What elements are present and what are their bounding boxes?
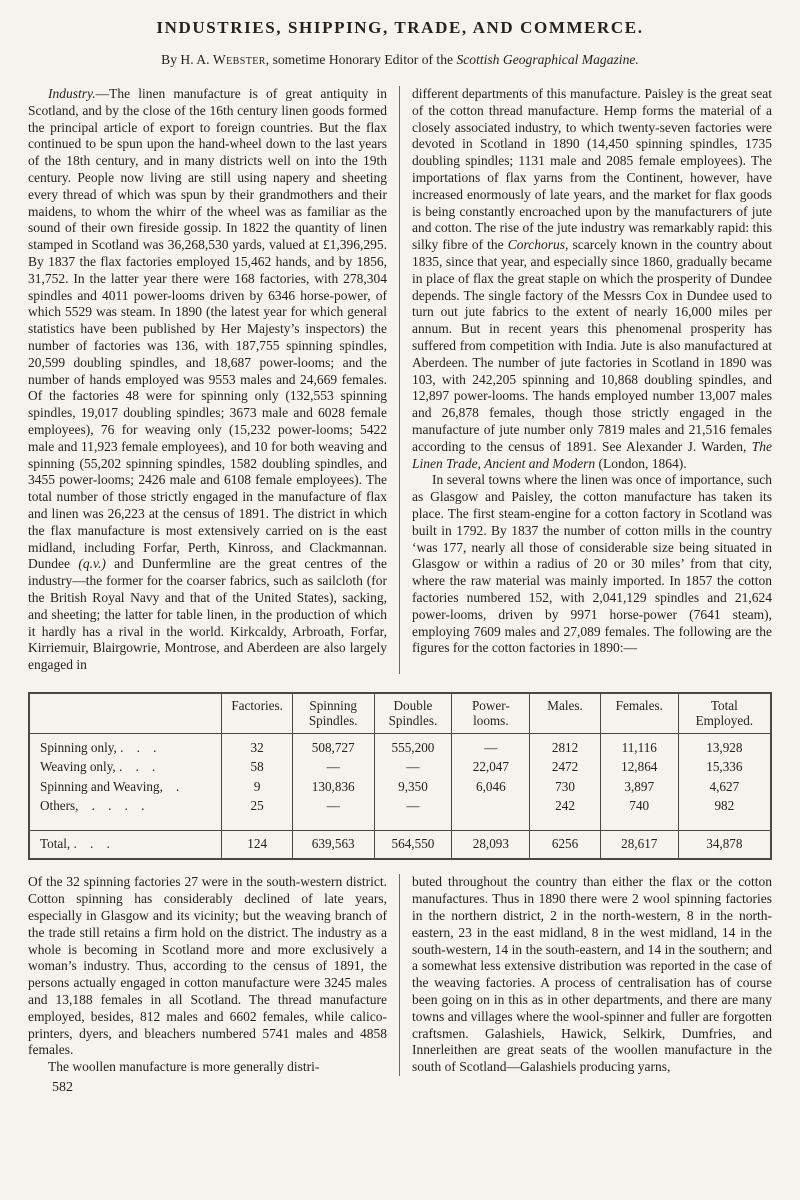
table-cell: 508,727: [292, 733, 374, 757]
table-header-cell: [29, 693, 222, 734]
page-number: 582: [52, 1079, 73, 1095]
text-segment: The woollen manufacture is more generally distri-: [48, 1059, 320, 1075]
text-segment: (London, 1864).: [595, 455, 687, 471]
table-cell: 6256: [530, 830, 600, 859]
top-section: [28, 86, 772, 674]
text-segment: The Linen Trade, Ancient and Modern: [412, 438, 772, 471]
table-cell: 124: [222, 830, 292, 859]
table-cell: 28,093: [452, 830, 530, 859]
table-cell: 740: [600, 796, 678, 830]
row-label: Total, . . .: [29, 830, 222, 859]
byline: [28, 52, 772, 68]
text-segment: different departments of this manufacture. Paisley is the great seat of the cotton thread manufacture. Hemp forms the material of a closely associated industry, to which twenty-seven factories were devoted in Scotland in 1890 (14,450 spinning spindles, 1735 doubling spindles; 1131 male and 2085 female employees). The importations of flax yarns from the Continent, however, have increased enormously of late years, and the market for flax goods is being constantly encroached upon by the manufacturers of jute and cotton. The rise of the jute industry was remarkably rapid: this silky fibre of the: [412, 86, 772, 253]
table-cell: —: [374, 757, 452, 777]
table-cell: —: [374, 796, 452, 830]
top-left-column: [28, 86, 400, 674]
table-header-cell: Males.: [530, 693, 600, 734]
text-segment: Corchorus: [507, 237, 566, 253]
top-right-column: [400, 86, 772, 674]
text-segment: By H. A.: [161, 52, 213, 67]
table-cell: 58: [222, 757, 292, 777]
table-cell: 555,200: [374, 733, 452, 757]
table-cell: 28,617: [600, 830, 678, 859]
row-label: Weaving only, . . .: [40, 759, 156, 775]
table-cell: [452, 796, 530, 830]
row-label: Spinning only, . . .: [40, 739, 157, 755]
table-cell: —: [452, 733, 530, 757]
table-header-cell: Factories.: [222, 693, 292, 734]
table-cell: 34,878: [678, 830, 771, 859]
table-header-row: [29, 693, 771, 734]
text-segment: In several towns where the linen was once of importance, such as Glasgow and Paisley, the cotton manufacture has taken its place. The first steam-engine for a cotton factory in Scotland was built in 1792. By 1837 the number of cotton mills in the country ‘was 177, nearly all those of considerable size being situated in Glasgow or within a radius of 20 or 30 miles’ from that city, where the raw material was mainly imported. In 1857 the cotton factories numbered 152, with 2,041,129 spindles and 21,624 power-looms, driven by 9971 horse-power (7641 steam), employing 7609 males and 27,089 females. The following are the figures for the cotton factories in 1890:—: [412, 472, 772, 656]
paragraph: [412, 874, 772, 1076]
bottom-left-column: [28, 874, 400, 1076]
table-cell: 982: [678, 796, 771, 830]
table-cell: 242: [530, 796, 600, 830]
table-cell: 130,836: [292, 777, 374, 797]
table-cell: 25: [222, 796, 292, 830]
table-header-cell: Spinning Spindles.: [292, 693, 374, 734]
table-body: [29, 733, 771, 859]
page-title: INDUSTRIES, SHIPPING, TRADE, AND COMMERCE.: [156, 18, 644, 37]
table-cell: 730: [530, 777, 600, 797]
table-cell: 15,336: [678, 757, 771, 777]
table-header-cell: Double Spindles.: [374, 693, 452, 734]
text-segment: , sometime Honorary Editor of the: [265, 52, 457, 67]
bottom-section: [28, 874, 772, 1076]
table-header-cell: Total Employed.: [678, 693, 771, 734]
table-cell: 13,928: [678, 733, 771, 757]
table-row: [29, 796, 771, 830]
table-cell: 22,047: [452, 757, 530, 777]
table-cell: 6,046: [452, 777, 530, 797]
table-cell: —: [292, 796, 374, 830]
text-segment: Of the 32 spinning factories 27 were in the south-western district. Cotton spinning has considerably declined of late years, especially in Glasgow and its vicinity; but the weaving branch of the trade still retains a firm hold on the district. The industry as a whole is becoming in Scotland more and more exclusively a woman’s industry. Thus, according to the census of 1891, the persons actually engaged in cotton manufacture were 3245 males and 13,188 females in all Scotland. The thread manufacture employed, besides, 812 males and 6602 females, while calico-printers, dyers, and bleachers numbered 5741 males and 4858 females.: [28, 874, 387, 1058]
text-segment: Industry.: [48, 86, 96, 101]
text-segment: Webster: [212, 52, 266, 67]
table-row: [29, 733, 771, 757]
paragraph: [28, 874, 387, 1059]
table-cell: 2812: [530, 733, 600, 757]
table-cell: 32: [222, 733, 292, 757]
table-cell: 564,550: [374, 830, 452, 859]
table-row: [29, 777, 771, 797]
paragraph: [28, 1059, 387, 1076]
paragraph: [28, 86, 387, 674]
table-cell: 3,897: [600, 777, 678, 797]
text-segment: , scarcely known in the country about 1835, since that year, and especially since 1860, gradually became in place of flax the great staple on which the prosperity of Dundee depends. The single factory of the Messrs Cox in Dundee used to turn out jute fabrics to the extent of nearly 16,000 miles per annum. But in recent years this phenomenal prosperity has suffered from competition with India. Jute is also manufactured at Aberdeen. The number of jute factories in Scotland in 1890 was 103, with 242,205 spinning and 10,868 doubling spindles, and 12,897 power-looms. The hands employed number 13,007 males and 26,878 females, though those strictly engaged in the manufacture of jute number only 7819 males and 21,516 females according to the census of 1891. See Alexander J. Warden,: [412, 237, 772, 454]
table-cell: 11,116: [600, 733, 678, 757]
table-cell: 639,563: [292, 830, 374, 859]
table-cell: 12,864: [600, 757, 678, 777]
bottom-right-column: [400, 874, 772, 1076]
paragraph: [412, 472, 772, 657]
table-cell: 4,627: [678, 777, 771, 797]
table-header-cell: Power-looms.: [452, 693, 530, 734]
text-segment: (q.v.): [78, 556, 106, 572]
cotton-factories-table: [28, 692, 772, 861]
text-segment: —The linen manufacture is of great antiquity in Scotland, and by the close of the 16th century linen goods formed the principal article of export to foreign countries. But the flax continued to be spun upon the hand-wheel down to the last years of the 18th century, and in many districts well on into the 19th century. People now living are still using napery and sheeting every thread of which was spun by their grandmothers and their maidens, to whom the whirr of the wheel was as familiar as the sound of their own fireside gossip. In 1822 the quantity of linen stamped in Scotland was 36,268,530 yards, valued at £1,396,295. By 1837 the flax factories employed 15,462 hands, and by 1856, 31,752. In the latter year there were 168 factories, with 278,304 spindles and 4011 power-looms driven by 6346 horse-power, of which 5529 was steam. In 1890 (the latest year for which general statistics have been published by Her Majesty’s inspectors) the number of factories was 136, with 187,755 spinning spindles, 20,599 doubling spindles, and 18,687 power-looms; and the number of hands employed was 9553 males and 24,669 females. Of the factories 48 were for spinning only (132,553 spinning spindles, 19,017 doubling spindles; 3673 male and 6028 female employees), 76 for weaving only (15,232 power-looms; 5422 male and 11,923 female employees), and 10 for both weaving and spinning (55,202 spinning spindles, 1582 doubling spindles, and 3455 power-looms; 2426 male and 6108 female employees). The total number of those strictly engaged in the manufacture of flax and linen was 26,223 at the census of 1891. The district in which the flax manufacture is most extensively carried on is the east midland, including Forfar, Perth, Kinross, and Clackmannan. Dundee: [28, 86, 387, 572]
table-row: [29, 830, 771, 859]
text-segment: buted throughout the country than either the flax or the cotton manufactures. Thus in 1890 there were 2 wool spinning factories in the northern district, 2 in the north-western, 8 in the north-eastern, 23 in the east midland, 8 in the west midland, 14 in the south-western, 14 in the south-eastern, and 14 in the southern; and a somewhat less extensive distribution was reported in the case of the weaving factories. A process of centralisation has of course been going on in this as in other departments, and there are many towns and villages where the wool-spinner and fuller are forgotten craftsmen. Galashiels, Hawick, Selkirk, Dumfries, and Innerleithen are great seats of the woollen manufacture in the south of Scotland—Galashiels producing yarns,: [412, 874, 772, 1075]
text-segment: Scottish Geographical Magazine.: [456, 52, 639, 67]
row-label: Others, . . . .: [40, 798, 145, 814]
row-label: Spinning and Weaving, .: [40, 778, 180, 794]
table-header-cell: Females.: [600, 693, 678, 734]
table-cell: 2472: [530, 757, 600, 777]
text-segment: and Dunfermline are the great centres of the industry—the former for the coarser fabrics, such as sailcloth (for the British Royal Navy and that of the United States), sacking, and sheeting; the latter for table linen, in the production of which it hardly has a rival in the world. Kirkcaldy, Arbroath, Forfar, Kirriemuir, Blairgowrie, Montrose, and Aberdeen are also largely engaged in: [28, 556, 388, 673]
table-head: [29, 693, 771, 734]
table-cell: 9: [222, 777, 292, 797]
paragraph: [412, 86, 772, 472]
table-cell: 9,350: [374, 777, 452, 797]
table-row: [29, 757, 771, 777]
table-cell: —: [292, 757, 374, 777]
